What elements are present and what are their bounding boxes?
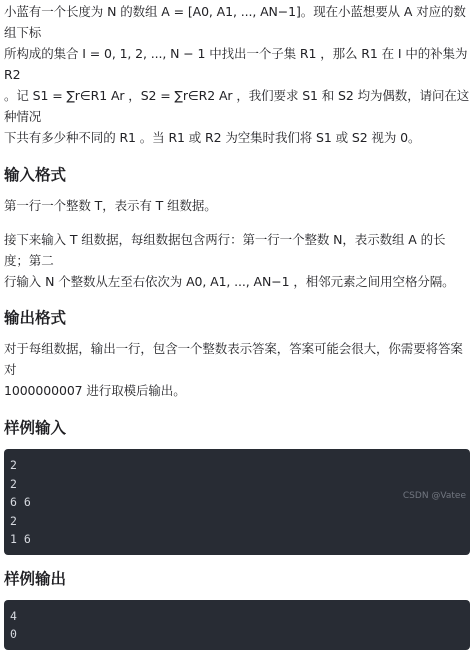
code-line: 1 6 [10, 532, 31, 546]
watermark: CSDN @Vatee [402, 491, 466, 501]
code-line: 2 [10, 458, 17, 472]
problem-description [4, 0, 470, 148]
description-line: 下共有多少种不同的 R1 。当 R1 或 R2 为空集时我们将 S1 或 S2 视为 0。 [4, 130, 421, 145]
code-line: 4 [10, 608, 17, 623]
description-line: 。记 S1 = ∑r∈R1 Ar ，S2 = ∑r∈R2 Ar ，我们要求 S1 和 S2 均为偶数，请问在这种情况 [4, 88, 470, 124]
sample-input-code[interactable] [4, 449, 470, 555]
sample-output-heading: 样例输出 [4, 569, 67, 588]
input-format-heading: 输入格式 [4, 166, 67, 184]
input-format-line: 行输入 N 个整数从左至右依次为 A0, A1, ..., AN−1 ，相邻元素之间用空格分隔。 [4, 274, 455, 289]
code-line: 6 6 [10, 495, 31, 509]
sample-output-code[interactable] [4, 600, 470, 650]
input-format-line: 接下来输入 T 组数据，每组数据包含两行：第一行一个整数 N，表示数组 A 的长度；第二 [4, 232, 446, 268]
code-line: 2 [10, 513, 17, 528]
output-format-line: 对于每组数据，输出一行，包含一个整数表示答案，答案可能会很大，你需要将答案对 [4, 341, 463, 377]
output-format-paragraph [4, 338, 470, 401]
sample-input-heading: 样例输入 [4, 419, 67, 437]
input-format-line-1: 第一行一个整数 T，表示有 T 组数据。 [4, 198, 217, 213]
description-line: 小蓝有一个长度为 N 的数组 A = [A0, A1, ..., AN−1]。现在小蓝想要从 A 对应的数组下标 [4, 4, 466, 40]
code-line: 0 [10, 627, 17, 641]
code-line: 2 [10, 476, 17, 491]
output-format-heading: 输出格式 [4, 309, 67, 327]
problem-statement [4, 0, 470, 650]
description-line: 所构成的集合 I = 0, 1, 2, ..., N − 1 中找出一个子集 R1 ，那么 R1 在 I 中的补集为 R2 [4, 46, 468, 82]
input-format-paragraph-2 [4, 229, 470, 292]
output-format-line: 1000000007 进行取模后输出。 [4, 383, 186, 398]
